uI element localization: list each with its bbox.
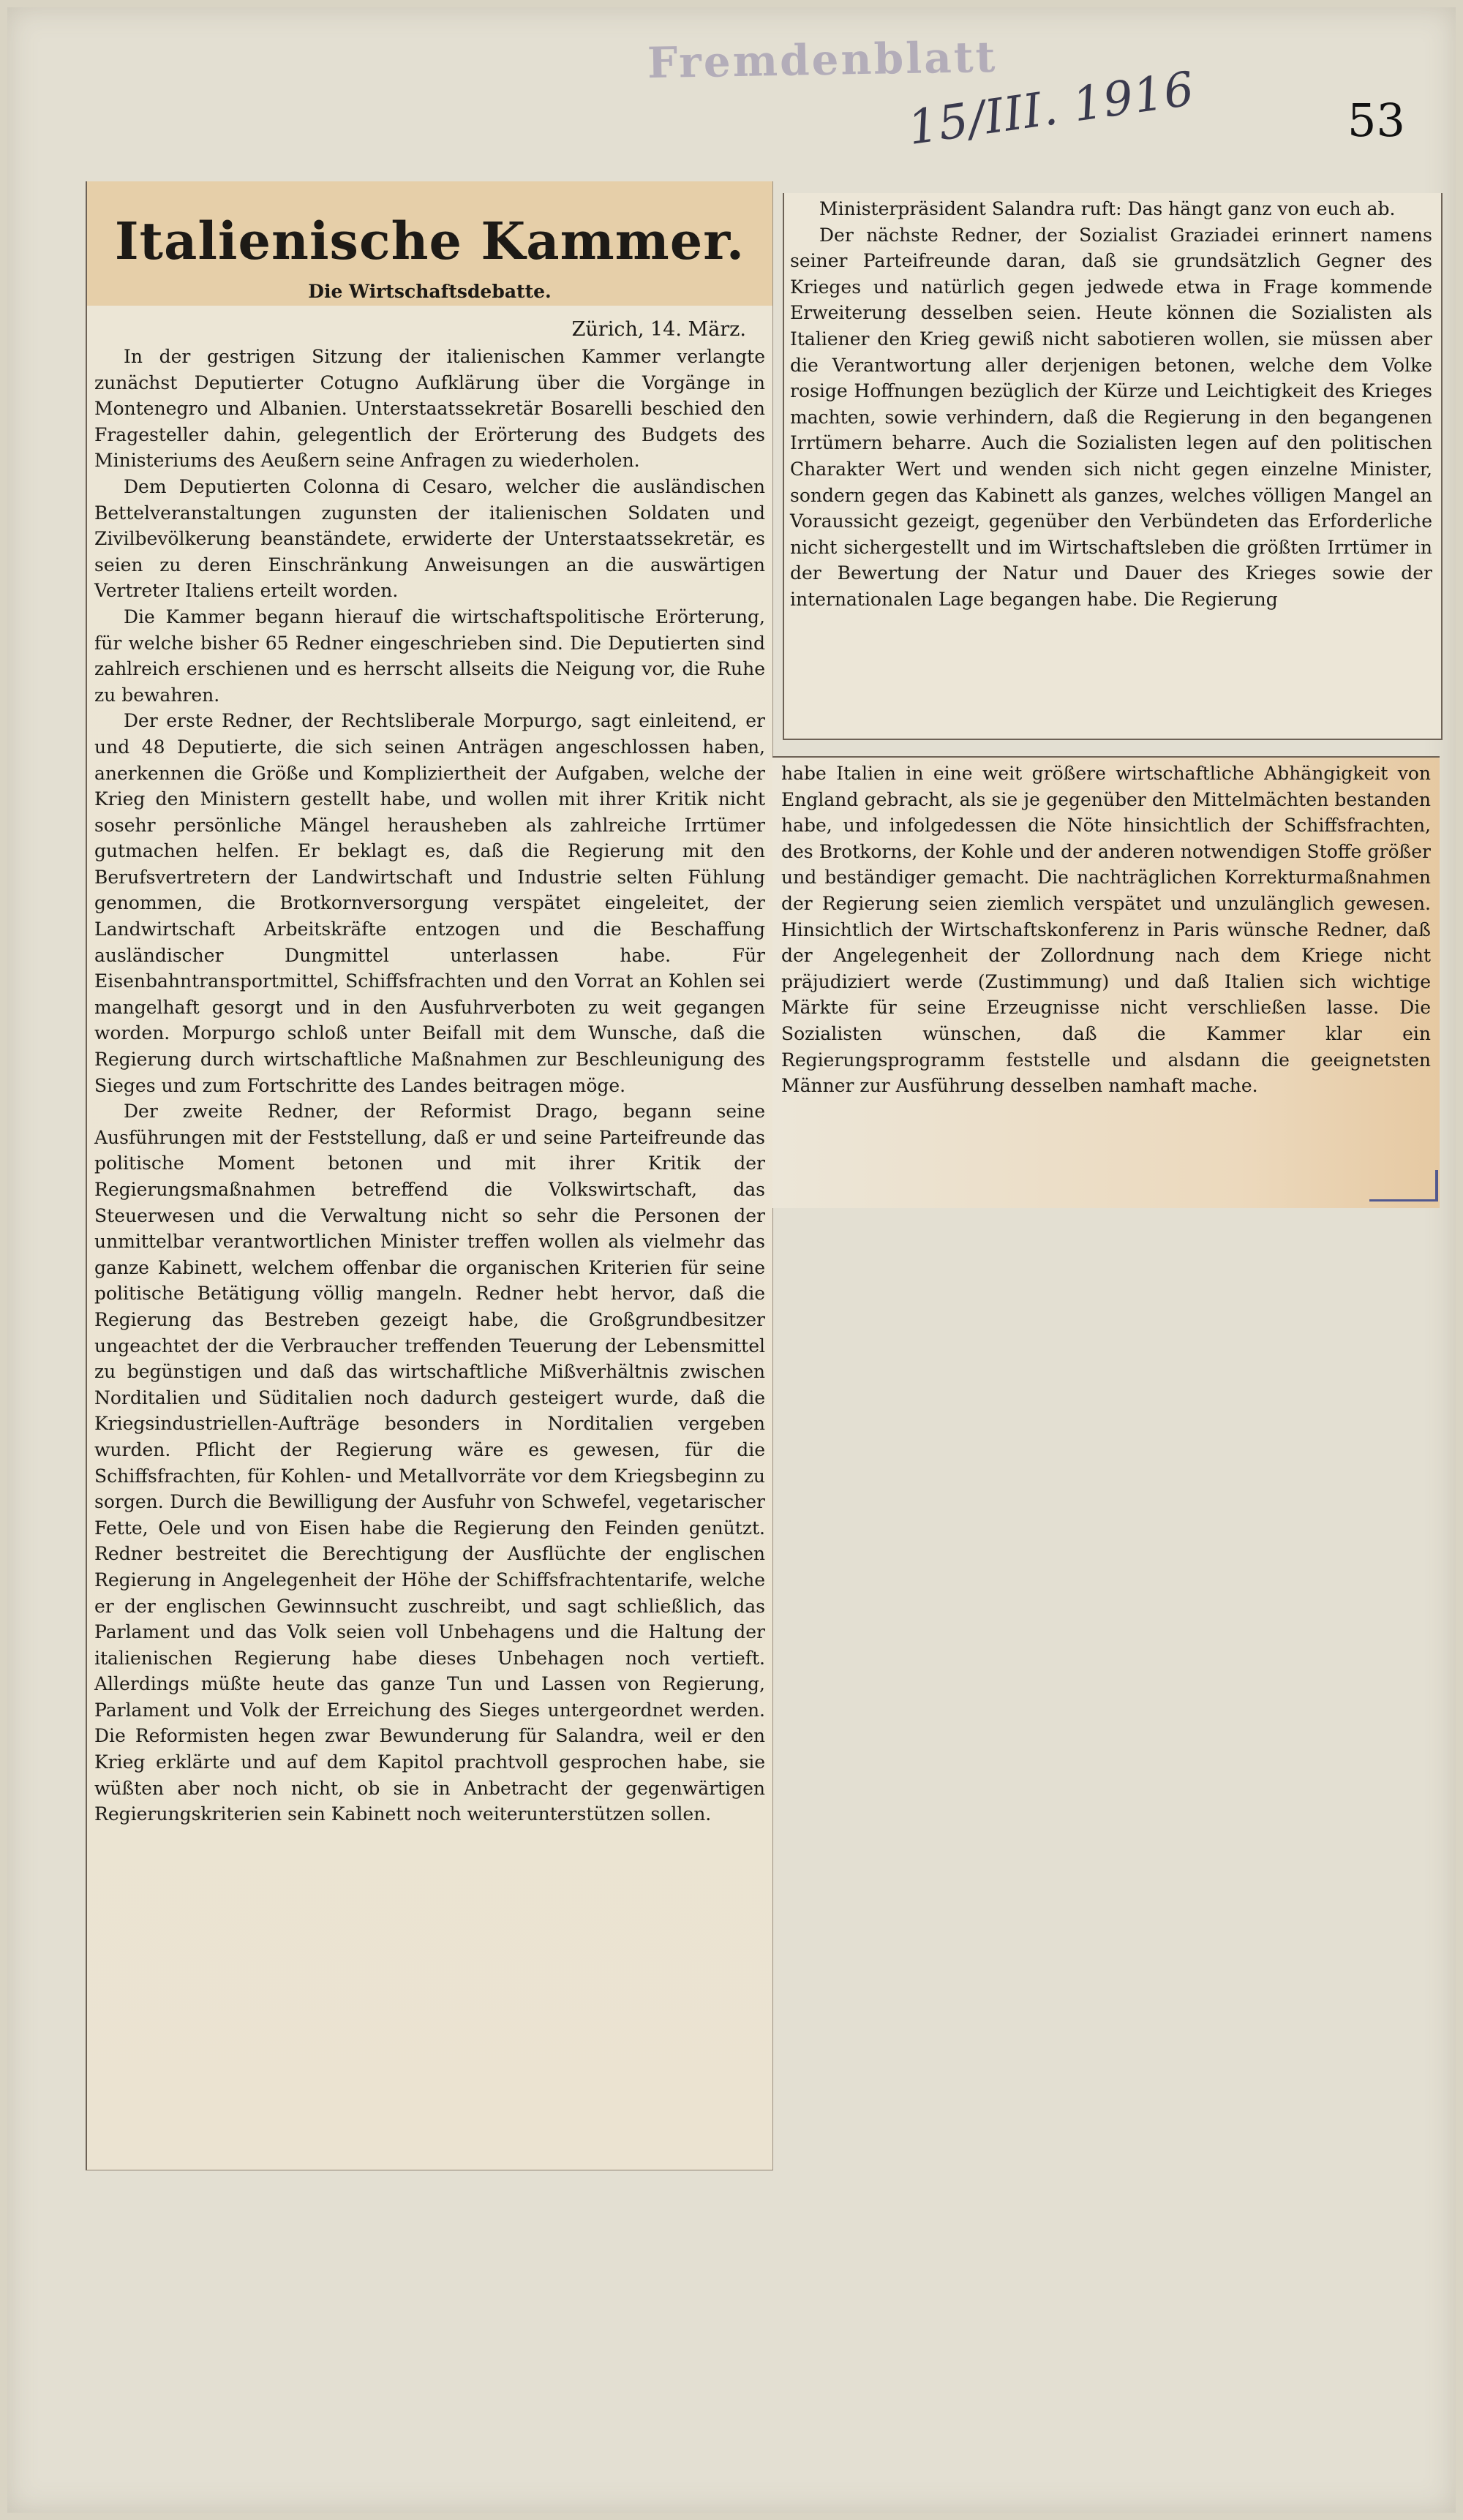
page-number: 53 (1347, 94, 1405, 147)
paragraph: Der nächste Redner, der Sozialist Graziadei erinnert namens seiner Parteifreunde daran, daß sie grundsätzlich Gegner des Krieges und natürlich gegen jedwede etwa in Frage kommende Erweiterung desselben seien. Heute können die Sozialisten als Italiener den Krieg gewiß nicht sabotieren wollen, sie müssen aber die Verantwortung aller derjenigen betonen, welche dem Volke rosige Hoffnungen bezüglich der Kürze und Leichtigkeit des Krieges machten, sowie verhindern, daß die Regierung in den begangenen Irrtümern beharre. Auch die Sozialisten legen auf den politischen Charakter Wert und wenden sich nicht gegen einzelne Minister, sondern gegen das Kabinett als ganzes, welches völligen Mangel an Voraussicht gezeigt, gegenüber den Verbündeten das Erforderliche nicht sichergestellt und im Wirtschaftsleben die größten Irrtümer in der Bewertung der Natur und Dauer des Krieges sowie der internationalen Lage begangen habe. Die Regierung (790, 224, 1432, 610)
paragraph: In der gestrigen Sitzung der italienischen Kammer verlangte zunächst Deputierter Cotugno Aufklärung über die Vorgänge in Montenegro und Albanien. Unterstaatssekretär Bosarelli beschied den Fragesteller dahin, gelegentlich der Erörterung des Budgets des Ministeriums des Aeußern seine Anfragen zu wiederholen. (94, 346, 765, 472)
article-dateline: Zürich, 14. März. (571, 318, 746, 341)
newspaper-stamp: Fremdenblatt (647, 31, 998, 88)
article-subheadline: Die Wirtschaftsdebatte. (308, 281, 552, 302)
right-column-bottom-clipping (772, 756, 1440, 1208)
paragraph: Der zweite Redner, der Reformist Drago, begann seine Ausführungen mit der Feststellung, daß er und seine Parteifreunde das politische Moment betonen und mit ihrer Kritik der Regierungsmaßnahmen betreffend die Volkswirtschaft, das Steuerwesen und die Verwaltung nicht so sehr die Personen der unmittelbar verantwortlichen Minister treffen wollen als vielmehr das ganze Kabinett, welchem offenbar die organischen Kriterien für seine politische Betätigung völlig mangeln. Redner hebt hervor, daß die Regierung das Bestreben gezeigt habe, die Großgrundbesitzer ungeachtet der die Verbraucher treffenden Teuerung der Lebensmittel zu begünstigen und daß das wirtschaftliche Mißverhältnis zwischen Norditalien und Süditalien noch dadurch gesteigert wurde, daß die Kriegsindustriellen-Aufträge besonders in Norditalien vergeben wurden. Pflicht der Regierung wäre es gewesen, für die Schiffsfrachten, für Kohlen- und Metallvorräte vor dem Kriegsbeginn zu sorgen. Durch die Bewilligung der Ausfuhr von Schwefel, vegetarischer Fette, Oele und von Eisen habe die Regierung den Feinden genützt. Redner bestreitet die Berechtigung der Ausflüchte der englischen Regierung in Angelegenheit der Höhe der Schiffsfrachtentarife, welche er der englischen Gewinnsucht zuschreibt, und sagt schließlich, das Parlament und das Volk seien voll Unbehagens und die Haltung der italienischen Regierung habe dieses Unbehagen noch vertieft. Allerdings müßte heute das ganze Tun und Lassen von Regierung, Parlament und Volk der Erreichung des Sieges untergeordnet werden. Die Reformisten hegen zwar Bewunderung für Salandra, weil er den Krieg erklärte und auf dem Kapitol prachtvoll gesprochen habe, sie wüßten aber noch nicht, ob sie in Anbetracht der gegenwärtigen Regierungskriterien sein Kabinett noch weiterunterstützen sollen. (94, 1101, 765, 1825)
paragraph: Dem Deputierten Colonna di Cesaro, welcher die ausländischen Bettelveranstaltungen zugunsten der italienischen Soldaten und Zivilbevölkerung beanständete, erwiderte der Unterstaatssekretär, es seien zu deren Einschränkung Anweisungen an die auswärtigen Vertreter Italiens erteilt worden. (94, 475, 765, 602)
blue-pencil-mark (1369, 1170, 1438, 1201)
paragraph: Ministerpräsident Salandra ruft: Das hängt ganz von euch ab. (819, 198, 1396, 219)
handwritten-date: 15/III. 1916 (904, 61, 1198, 156)
right-column-top-clipping (783, 193, 1443, 740)
left-column-clipping (86, 181, 773, 2170)
article-headline: Italienische Kammer. (114, 211, 745, 271)
paragraph: habe Italien in eine weit größere wirtschaftliche Abhängigkeit von England gebracht, als sie je gegenüber den Mittelmächten bestanden habe, und infolgedessen die Nöte hinsichtlich der Schiffsfrachten, des Brotkorns, der Kohle und der anderen notwendigen Stoffe größer und beständiger gemacht. Die nachträglichen Korrekturmaßnahmen der Regierung seien ziemlich verspätet und unzulänglich gewesen. Hinsichtlich der Wirtschaftskonferenz in Paris wünsche Redner, daß der Angelegenheit der Zollordnung nach dem Kriege nicht präjudiziert werde (Zustimmung) und daß Italien sich wichtige Märkte für seine Erzeugnisse nicht verschließen lasse. Die Sozialisten wünschen, daß die Kammer klar ein Regierungsprogramm feststelle und alsdann die geeignetsten Männer zur Ausführung desselben namhaft mache. (781, 763, 1431, 1097)
paragraph: Die Kammer begann hierauf die wirtschaftspolitische Erörterung, für welche bisher 65 Redner eingeschrieben sind. Die Deputierten sind zahlreich erschienen und es herrscht allseits die Neigung vor, die Ruhe zu bewahren. (94, 606, 765, 706)
paragraph: Der erste Redner, der Rechtsliberale Morpurgo, sagt einleitend, er und 48 Deputierte, die sich seinen Anträgen angeschlossen haben, anerkennen die Größe und Kompliziertheit der Aufgaben, welche der Krieg den Ministern gestellt habe, und wollen mit ihrer Kritik nicht sosehr persönliche Mängel herausheben als zahlreiche Irrtümer gutmachen helfen. Er beklagt es, daß die Regierung mit den Berufsvertretern der Landwirtschaft und Industrie selten Fühlung genommen, die Brotkornversorgung verspätet eingeleitet, der Landwirtschaft Arbeitskräfte entzogen und die Beschaffung ausländischer Dungmittel unterlassen habe. Für Eisenbahntransportmittel, Schiffsfrachten und den Vorrat an Kohlen sei mangelhaft gesorgt und in den Ausfuhrverboten zu weit gegangen worden. Morpurgo schloß unter Beifall mit dem Wunsche, daß die Regierung durch wirtschaftliche Maßnahmen zur Beschleunigung des Sieges und zum Fortschritte des Landes beitragen möge. (94, 710, 765, 1096)
